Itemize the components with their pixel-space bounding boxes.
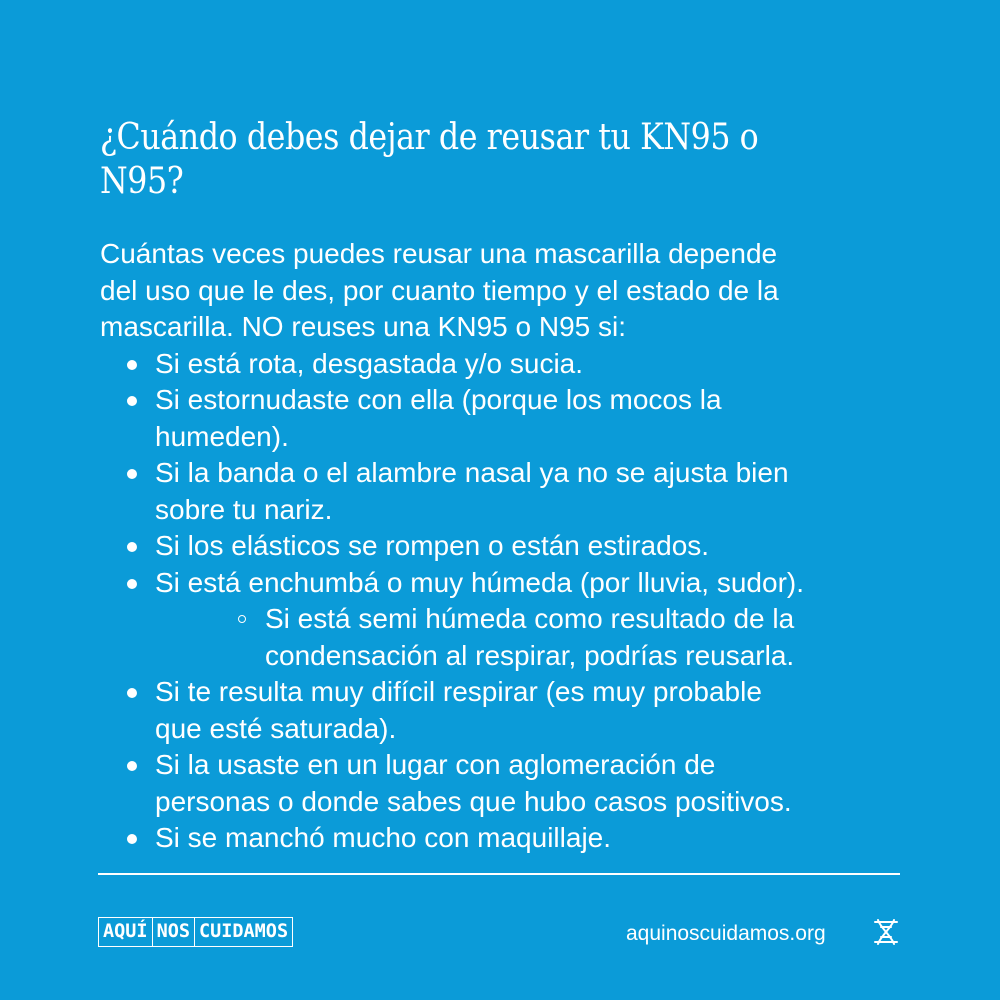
sub-list <box>155 601 910 674</box>
list-item-line: Si está rota, desgastada y/o sucia. <box>155 347 584 379</box>
reuse-conditions-list <box>100 346 910 857</box>
list-item-line: Si estornudaste con ella (porque los mocos la <box>155 384 722 415</box>
website-link[interactable]: aquinoscuidamos.org <box>626 922 826 945</box>
list-item-line: humeden). <box>155 420 289 452</box>
list-item <box>100 674 910 747</box>
bullet-circle-icon <box>238 615 246 623</box>
list-item-line: Si los elásticos se rompen o están estirados. <box>155 530 710 561</box>
bullet-dot-icon <box>127 542 137 552</box>
list-item-line: Si la usaste en un lugar con aglomeración de <box>155 749 716 780</box>
list-item <box>100 747 910 820</box>
logo-word: NOS <box>152 918 194 946</box>
content <box>100 236 910 857</box>
logo-word: CUIDAMOS <box>194 918 292 946</box>
intro-line: del uso que le des, por cuanto tiempo y el estado de la <box>100 274 779 306</box>
bullet-dot-icon <box>127 360 137 370</box>
list-item-line: Si te resulta muy difícil respirar (es muy probable <box>155 676 762 707</box>
list-item-line: Si se manchó mucho con maquillaje. <box>155 822 612 853</box>
list-item <box>100 528 910 565</box>
sub-list-item-line: Si está semi húmeda como resultado de la <box>265 603 795 634</box>
list-item <box>100 455 910 528</box>
intro-paragraph <box>100 236 910 346</box>
title-line: N95? <box>100 161 184 202</box>
intro-line: mascarilla. NO reuses una KN95 o N95 si: <box>100 311 626 342</box>
dna-helix-icon <box>871 918 901 946</box>
sub-list-item-line: condensación al respirar, podrías reusarla. <box>265 639 795 671</box>
page-title <box>100 116 804 204</box>
logo-word: AQUÍ <box>103 921 148 942</box>
bullet-dot-icon <box>127 761 137 771</box>
bullet-dot-icon <box>127 688 137 698</box>
intro-line: Cuántas veces puedes reusar una mascarilla depende <box>100 238 778 269</box>
list-item-line: Si la banda o el alambre nasal ya no se ajusta bien <box>155 457 789 488</box>
bullet-dot-icon <box>127 396 137 406</box>
list-item-line: personas o donde sabes que hubo casos positivos. <box>155 785 792 817</box>
list-item <box>100 820 910 857</box>
list-item <box>100 565 910 675</box>
list-item-line: sobre tu nariz. <box>155 493 333 525</box>
brand-logo <box>98 917 293 947</box>
bullet-dot-icon <box>127 579 137 589</box>
bullet-dot-icon <box>127 469 137 479</box>
bullet-dot-icon <box>127 834 137 844</box>
list-item <box>100 346 910 383</box>
list-item-line: que esté saturada). <box>155 712 397 744</box>
list-item <box>100 382 910 455</box>
list-item-line: Si está enchumbá o muy húmeda (por lluvia, sudor). <box>155 566 804 598</box>
sub-list-item <box>155 601 910 674</box>
title-line: ¿Cuándo debes dejar de reusar tu KN95 o <box>100 117 759 158</box>
footer-divider <box>98 873 900 875</box>
